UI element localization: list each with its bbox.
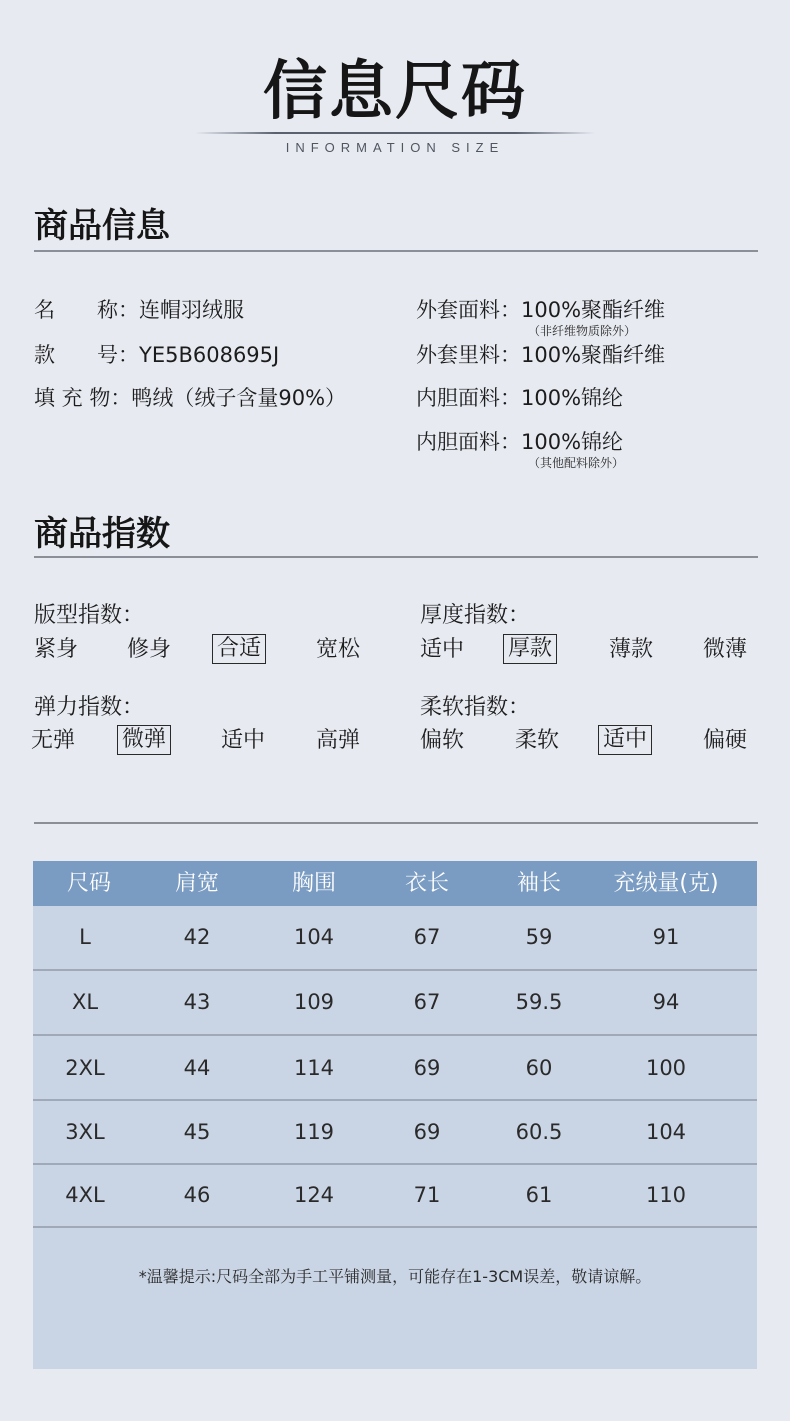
- table-cell: L: [79, 925, 91, 949]
- size-footnote: *温馨提示:尺码全部为手工平铺测量，可能存在1-3CM误差，敬请谅解。: [138, 1267, 652, 1286]
- column-header: 充绒量(克): [613, 871, 719, 896]
- section-divider: [34, 822, 758, 824]
- softness-option-firm: 偏硬: [703, 728, 748, 753]
- table-cell: 67: [413, 990, 441, 1014]
- table-cell: 46: [183, 1183, 211, 1207]
- info-value: 100%聚酯纤维: [521, 298, 666, 322]
- table-cell: 45: [183, 1120, 211, 1144]
- info-row-name: [34, 296, 244, 324]
- size-table-header: [33, 861, 757, 906]
- table-cell: 60: [525, 1056, 553, 1080]
- softness-index-label: 柔软指数：: [420, 695, 531, 720]
- info-note: （非纤维物质除外）: [528, 324, 637, 338]
- info-row-outer-fabric: [416, 296, 665, 324]
- info-row-filling: [34, 384, 346, 412]
- fit-index-label: 版型指数：: [34, 603, 145, 628]
- fit-option-loose: 宽松: [316, 637, 361, 662]
- product-info-rule: [34, 250, 758, 252]
- page-title: 信息尺码: [263, 55, 527, 129]
- softness-option-soft: 柔软: [515, 728, 560, 753]
- fit-option-fitted: 修身: [127, 637, 172, 662]
- info-value: 鸭绒（绒子含量90%）: [131, 386, 347, 410]
- table-cell: 59.5: [515, 990, 563, 1014]
- info-label: 外套里料：: [416, 343, 521, 367]
- thickness-option-thin: 薄款: [609, 637, 654, 662]
- table-cell: 100: [645, 1056, 687, 1080]
- table-cell: 69: [413, 1056, 441, 1080]
- column-header: 袖长: [516, 871, 561, 896]
- product-info-heading: 商品信息: [34, 206, 170, 246]
- info-label: 外套面料：: [416, 298, 521, 322]
- row-divider: [33, 1034, 757, 1036]
- info-row-outer-lining: [416, 341, 665, 369]
- stretch-option-slight-selected: 微弹: [117, 725, 171, 755]
- info-label: 内胆面料：: [416, 430, 521, 454]
- column-header: 尺码: [66, 871, 111, 896]
- table-cell: 104: [645, 1120, 687, 1144]
- info-row-inner-fabric: [416, 384, 623, 412]
- table-cell: 104: [293, 925, 335, 949]
- table-row: [33, 1037, 757, 1100]
- table-cell: 91: [652, 925, 680, 949]
- thickness-option-very-thin: 微薄: [703, 637, 748, 662]
- stretch-option-medium: 适中: [221, 728, 266, 753]
- stretch-option-high: 高弹: [316, 728, 361, 753]
- row-divider: [33, 1226, 757, 1228]
- column-header: 胸围: [291, 871, 336, 896]
- table-cell: 42: [183, 925, 211, 949]
- table-cell: 67: [413, 925, 441, 949]
- table-cell: 110: [645, 1183, 687, 1207]
- table-cell: 124: [293, 1183, 335, 1207]
- table-cell: 94: [652, 990, 680, 1014]
- info-value: 100%聚酯纤维: [521, 343, 666, 367]
- table-cell: 109: [293, 990, 335, 1014]
- info-row-inner-fabric-2: [416, 428, 623, 456]
- info-label: 内胆面料：: [416, 386, 521, 410]
- info-label: 填 充 物：: [34, 386, 132, 410]
- product-index-rule: [34, 556, 758, 558]
- product-index-heading: 商品指数: [34, 514, 170, 554]
- fit-option-slim: 紧身: [34, 637, 79, 662]
- table-cell: 61: [525, 1183, 553, 1207]
- thickness-option-medium: 适中: [420, 637, 465, 662]
- column-header: 衣长: [404, 871, 449, 896]
- table-cell: 4XL: [65, 1183, 105, 1207]
- info-value: YE5B608695J: [139, 343, 280, 367]
- info-value: 100%锦纶: [521, 430, 624, 454]
- info-value: 100%锦纶: [521, 386, 624, 410]
- table-row: [33, 1101, 757, 1164]
- thickness-option-thick-selected: 厚款: [503, 634, 557, 664]
- size-table: [33, 861, 757, 1369]
- table-cell: 2XL: [65, 1056, 105, 1080]
- table-cell: 114: [293, 1056, 335, 1080]
- softness-option-soft-ish: 偏软: [420, 728, 465, 753]
- table-cell: 69: [413, 1120, 441, 1144]
- table-cell: 3XL: [65, 1120, 105, 1144]
- table-cell: 44: [183, 1056, 211, 1080]
- table-row: [33, 971, 757, 1034]
- title-underline: [195, 132, 595, 134]
- info-value: 连帽羽绒服: [139, 298, 244, 322]
- info-note: （其他配料除外）: [528, 456, 625, 470]
- info-label: 款 号：: [34, 343, 139, 367]
- table-cell: 119: [293, 1120, 335, 1144]
- stretch-option-none: 无弹: [31, 728, 76, 753]
- info-label: 名 称：: [34, 298, 139, 322]
- thickness-index-label: 厚度指数：: [420, 603, 531, 628]
- info-row-style-number: [34, 341, 279, 369]
- table-cell: 71: [413, 1183, 441, 1207]
- softness-option-medium-selected: 适中: [598, 725, 652, 755]
- table-cell: 59: [525, 925, 553, 949]
- table-cell: 60.5: [515, 1120, 563, 1144]
- table-cell: 43: [183, 990, 211, 1014]
- column-header: 肩宽: [174, 871, 219, 896]
- fit-option-regular-selected: 合适: [212, 634, 266, 664]
- page-subtitle: INFORMATION SIZE: [285, 140, 505, 155]
- table-row: [33, 906, 757, 969]
- table-row: [33, 1164, 757, 1227]
- table-cell: XL: [71, 990, 99, 1014]
- stretch-index-label: 弹力指数：: [34, 695, 145, 720]
